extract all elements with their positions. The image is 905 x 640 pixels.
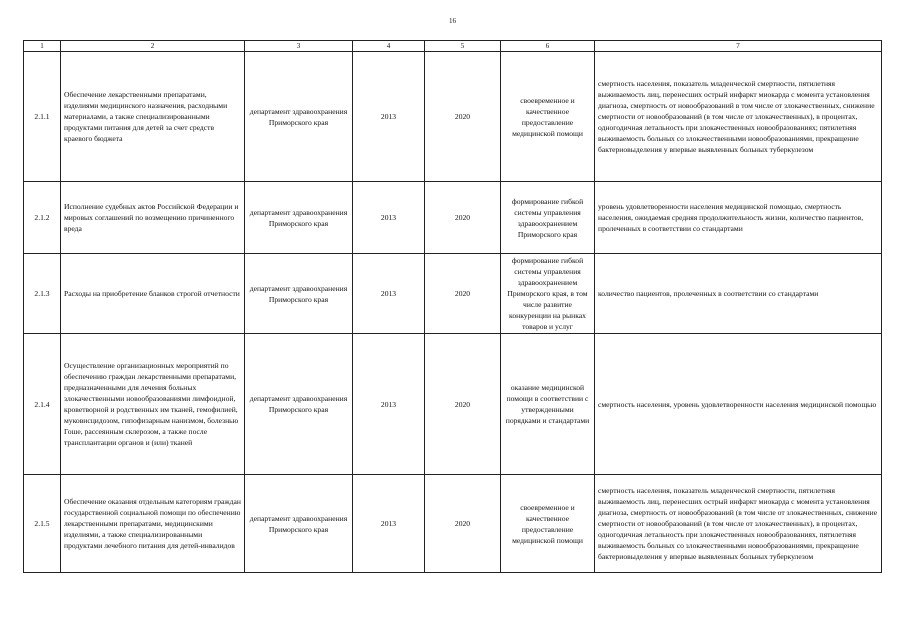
measure-name: Обеспечение лекарственными препаратами, изделиями медицинского назначения, расходными материалами, а также специализированными продуктами питания для детей за счет средств краевого бюджета: [61, 52, 245, 182]
measure-code: 2.1.1: [24, 52, 61, 182]
measure-executor: департамент здравоохранения Приморского края: [245, 182, 353, 254]
column-header-5: 5: [425, 41, 501, 52]
column-header-3: 3: [245, 41, 353, 52]
measure-expected-result: оказание медицинской помощи в соответствии с утвержденными порядками и стандартами: [501, 334, 595, 475]
measure-name: Осуществление организационных мероприятий по обеспечению граждан лекарственными препаратами, предназначенными для лечения больных злокачественными новообразованиями лимфоидной, кроветворной и родственных им тканей, гемофилией, муковисцидозом, гипофизарным нанизмом, болезнью Гоше, рассеянным склерозом, а также после трансплантации органов и (или) тканей: [61, 334, 245, 475]
column-header-6: 6: [501, 41, 595, 52]
measure-start-year: 2013: [353, 254, 425, 334]
table-row: [24, 334, 882, 475]
measure-executor: департамент здравоохранения Приморского края: [245, 254, 353, 334]
measure-start-year: 2013: [353, 334, 425, 475]
column-header-2: 2: [61, 41, 245, 52]
measure-indicators: смертность населения, показатель младенческой смертности, пятилетняя выживаемость лиц, перенесших острый инфаркт миокарда с момента установления диагноза, смертность от новообразований (в том числе от злокачественных, снижение смертности от новообразований (в том числе от злокачественных), в процентах, одногодичная летальность при злокачественных новообразованиях, пятилетняя выживаемость больных со злокачественными новообразованиями, прекращение бактериовыделения у впервые выявленных больных туберкулезом: [595, 475, 882, 573]
measure-start-year: 2013: [353, 52, 425, 182]
measure-executor: департамент здравоохранения Приморского края: [245, 475, 353, 573]
measure-expected-result: своевременное и качественное предоставление медицинской помощи: [501, 52, 595, 182]
measure-end-year: 2020: [425, 334, 501, 475]
measure-executor: департамент здравоохранения Приморского края: [245, 52, 353, 182]
column-header-7: 7: [595, 41, 882, 52]
table-header-row: [24, 41, 882, 52]
measure-code: 2.1.2: [24, 182, 61, 254]
measure-code: 2.1.4: [24, 334, 61, 475]
measure-start-year: 2013: [353, 182, 425, 254]
measure-code: 2.1.5: [24, 475, 61, 573]
column-header-4: 4: [353, 41, 425, 52]
measure-start-year: 2013: [353, 475, 425, 573]
table-row: [24, 182, 882, 254]
measure-end-year: 2020: [425, 52, 501, 182]
column-header-1: 1: [24, 41, 61, 52]
measure-indicators: уровень удовлетворенности населения медицинской помощью, смертность населения, ожидаемая средняя продолжительность жизни, количество пациентов, пролеченных в соответствии со стандартами: [595, 182, 882, 254]
program-measures-table: [23, 40, 882, 573]
measure-end-year: 2020: [425, 182, 501, 254]
table-row: [24, 52, 882, 182]
measure-name: Расходы на приобретение бланков строгой отчетности: [61, 254, 245, 334]
measure-executor: департамент здравоохранения Приморского края: [245, 334, 353, 475]
measure-expected-result: формирование гибкой системы управления здравоохранением Приморского края: [501, 182, 595, 254]
measure-code: 2.1.3: [24, 254, 61, 334]
measure-indicators: смертность населения, показатель младенческой смертности, пятилетняя выживаемость лиц, перенесших острый инфаркт миокарда с момента установления диагноза, смертность от новообразований в том числе от злокачественных, снижение смертности от новообразований (в том числе от злокачественных), в процентах, одногодичная летальность при злокачественных новообразованиях; пятилетняя выживаемость больных со злокачественными новообразованиями, прекращение бактериовыделения у впервые выявленных больных туберкулезом: [595, 52, 882, 182]
page-number: 16: [449, 17, 456, 25]
table-row: [24, 475, 882, 573]
measure-indicators: количество пациентов, пролеченных в соответствии со стандартами: [595, 254, 882, 334]
measure-indicators: смертность населения, уровень удовлетворенности населения медицинской помощью: [595, 334, 882, 475]
measure-end-year: 2020: [425, 475, 501, 573]
measure-name: Исполнение судебных актов Российской Федерации и мировых соглашений по возмещению причиненного вреда: [61, 182, 245, 254]
measure-expected-result: своевременное и качественное предоставление медицинской помощи: [501, 475, 595, 573]
table-row: [24, 254, 882, 334]
measure-name: Обеспечение оказания отдельным категориям граждан государственной социальной помощи по обеспечению лекарственными препаратами, медицинскими изделиями, а также специализированными продуктами лечебного питания для детей-инвалидов: [61, 475, 245, 573]
measure-end-year: 2020: [425, 254, 501, 334]
measure-expected-result: формирование гибкой системы управления здравоохранением Приморского края, в том числе развитие конкуренции на рынках товаров и услуг: [501, 254, 595, 334]
